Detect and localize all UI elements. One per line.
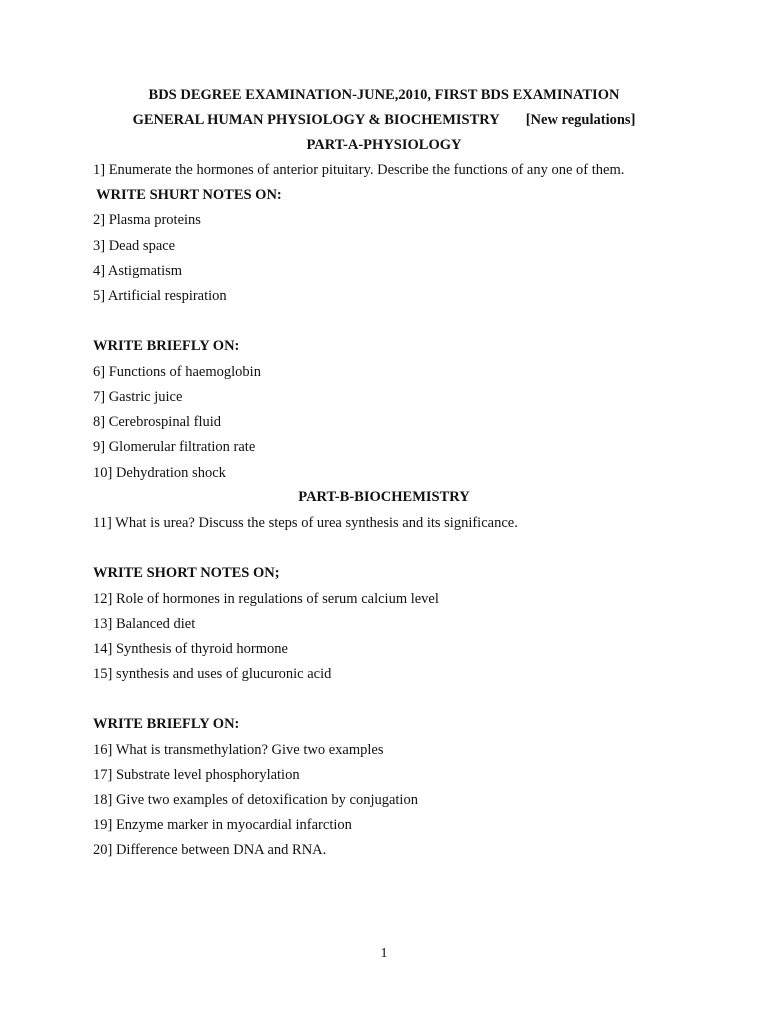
question-item: 9] Glomerular filtration rate — [93, 439, 256, 455]
part-a-briefly-heading: WRITE BRIEFLY ON: — [93, 338, 240, 354]
exam-subject-line — [0, 112, 768, 129]
question-item: 13] Balanced diet — [93, 616, 196, 632]
part-b-briefly-heading: WRITE BRIEFLY ON: — [93, 716, 240, 732]
question-item: 15] synthesis and uses of glucuronic acid — [93, 666, 332, 682]
part-a-short-notes-heading: WRITE SHURT NOTES ON: — [96, 187, 282, 203]
question-item: 8] Cerebrospinal fluid — [93, 414, 222, 430]
question-item: 7] Gastric juice — [93, 389, 183, 405]
page-number: 1 — [380, 946, 388, 961]
question-11: 11] What is urea? Discuss the steps of urea synthesis and its significance. — [93, 515, 518, 531]
question-item: 5] Artificial respiration — [93, 288, 227, 304]
question-item: 17] Substrate level phosphorylation — [93, 767, 300, 783]
part-b-title: PART-B-BIOCHEMISTRY — [298, 489, 470, 505]
question-item: 4] Astigmatism — [93, 263, 183, 279]
question-item: 18] Give two examples of detoxification by conjugation — [93, 792, 418, 808]
part-a-title: PART-A-PHYSIOLOGY — [306, 137, 462, 153]
part-b-short-notes-heading: WRITE SHORT NOTES ON; — [93, 565, 280, 581]
exam-subject: GENERAL HUMAN PHYSIOLOGY & BIOCHEMISTRY — [132, 112, 500, 128]
exam-title: BDS DEGREE EXAMINATION-JUNE,2010, FIRST BDS EXAMINATION — [148, 87, 620, 103]
regulations-note: [New regulations] — [525, 112, 636, 128]
question-item: 20] Difference between DNA and RNA. — [93, 842, 327, 858]
question-item: 19] Enzyme marker in myocardial infarction — [93, 817, 352, 833]
question-item: 10] Dehydration shock — [93, 465, 226, 481]
question-item: 12] Role of hormones in regulations of serum calcium level — [93, 591, 439, 607]
question-item: 3] Dead space — [93, 238, 176, 254]
question-item: 14] Synthesis of thyroid hormone — [93, 641, 288, 657]
question-1: 1] Enumerate the hormones of anterior pituitary. Describe the functions of any one of them. — [93, 162, 625, 178]
question-item: 6] Functions of haemoglobin — [93, 364, 261, 380]
question-item: 16] What is transmethylation? Give two examples — [93, 742, 384, 758]
question-item: 2] Plasma proteins — [93, 212, 201, 228]
